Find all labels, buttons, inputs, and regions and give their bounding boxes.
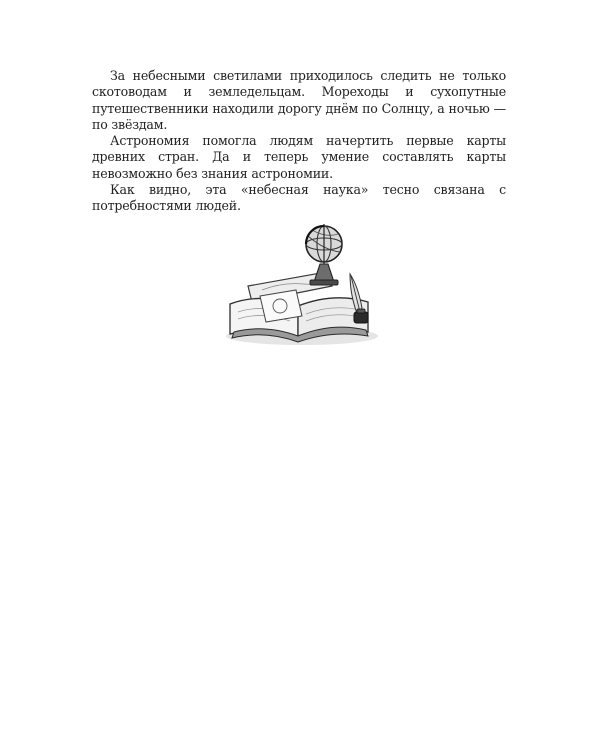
astronomy-illustration [222,220,382,348]
paragraph-maps: Астрономия помогла людям начертить первые карты древних стран. Да и теперь умение составлять карты невозможно без знания астрономии. [92,133,506,181]
paragraph-conclusion: Как видно, эта «небесная наука» тесно связана с потребностями людей. [92,182,506,214]
body-text [92,68,506,215]
paragraph-navigation: За небесными светилами приходилось следить не только скотоводам и земледельцам. Мореходы и сухопутные путешественники находили дорогу днём по Солнцу, а ночью — по звёздам. [92,68,506,132]
